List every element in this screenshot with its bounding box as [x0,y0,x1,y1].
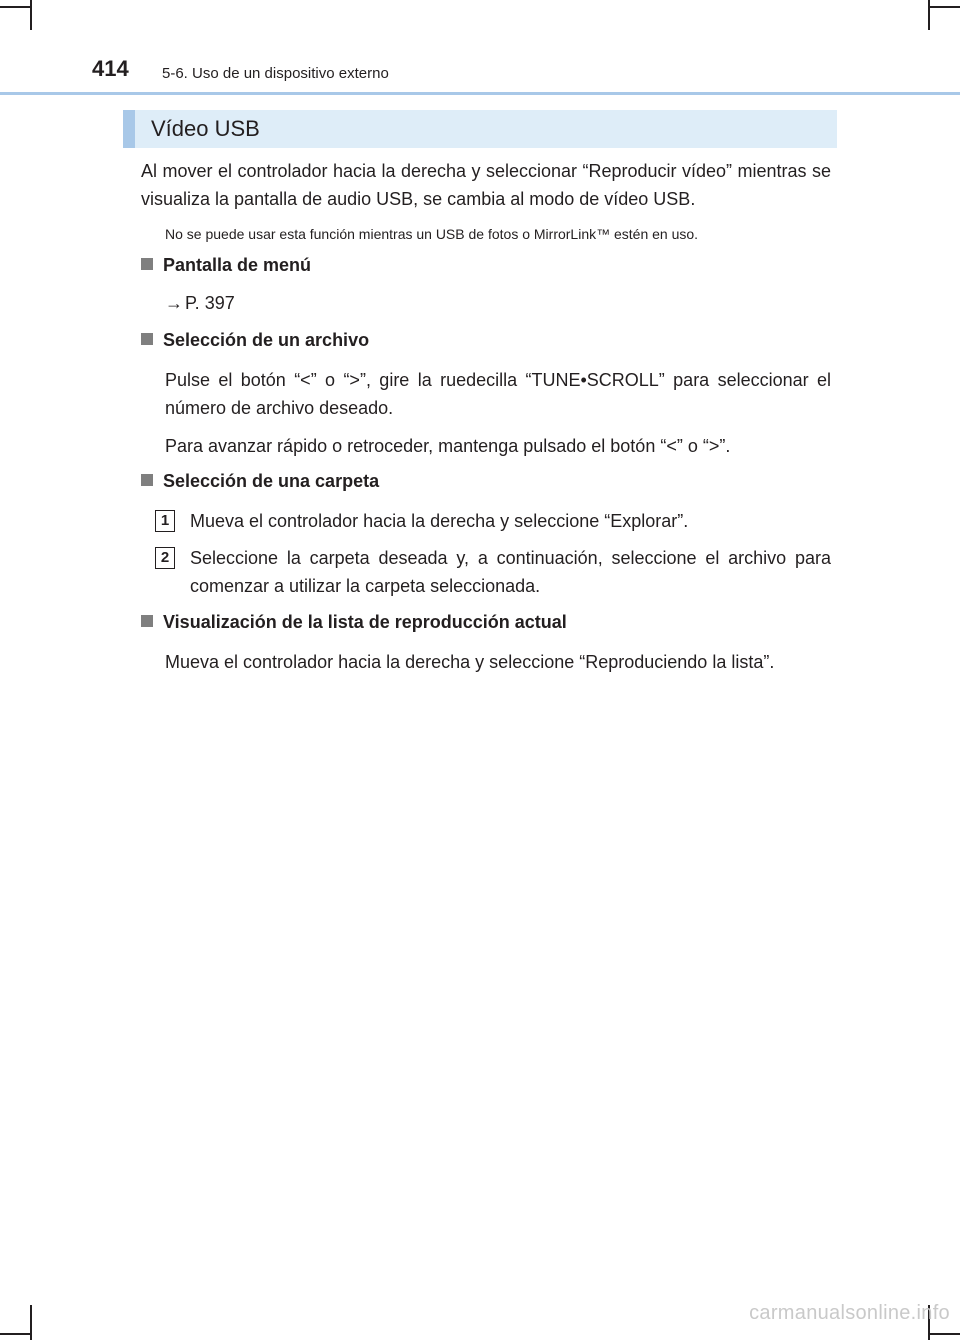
intro-paragraph: Al mover el controlador hacia la derecha y seleccionar “Reproducir vídeo” mientras se visualiza la pantalla de audio USB, se cambia al modo de vídeo USB. [141,161,831,209]
square-bullet-icon [141,333,153,345]
crop-mark [0,6,30,8]
crop-mark [928,0,930,30]
heading-folder [141,471,379,492]
reference-text: P. 397 [185,293,235,313]
step-text: Seleccione la carpeta deseada y, a continuación, seleccione el archivo para comenzar a utilizar la carpeta seleccionada. [190,548,831,596]
note: No se puede usar esta función mientras un USB de fotos o MirrorLink™ estén en uso. [165,226,699,242]
heading-playlist [141,612,567,633]
paragraph: Para avanzar rápido o retroceder, mantenga pulsado el botón “<” o “>”. [165,436,731,456]
page-title: Vídeo USB [151,116,260,141]
paragraph: Pulse el botón “<” o “>”, gire la ruedecilla “TUNE•SCROLL” para seleccionar el número de archivo deseado. [165,370,831,418]
square-bullet-icon [141,474,153,486]
section-label: 5-6. Uso de un dispositivo externo [162,65,389,82]
paragraph: Mueva el controlador hacia la derecha y seleccione “Reproduciendo la lista”. [165,652,775,672]
heading-text: Selección de un archivo [163,330,370,350]
step-text: Mueva el controlador hacia la derecha y seleccione “Explorar”. [190,511,689,531]
watermark: carmanualsonline.info [749,1302,950,1324]
page-reference[interactable] [165,289,831,317]
heading-text: Visualización de la lista de reproducción actual [163,612,567,632]
arrow-right-icon: → [165,293,183,313]
crop-mark [930,1333,960,1335]
square-bullet-icon [141,615,153,627]
page-number: 414 [92,56,129,81]
heading-menu [141,255,311,276]
step-number: 1 [155,510,175,532]
heading-text: Pantalla de menú [163,255,312,275]
crop-mark [0,1333,30,1335]
heading-file [141,330,369,351]
step-number: 2 [155,547,175,569]
crop-mark [30,1305,32,1340]
crop-mark [30,0,32,30]
square-bullet-icon [141,258,153,270]
title-bar [123,110,837,148]
heading-text: Selección de una carpeta [163,471,380,491]
crop-mark [930,6,960,8]
header-rule [0,92,960,95]
